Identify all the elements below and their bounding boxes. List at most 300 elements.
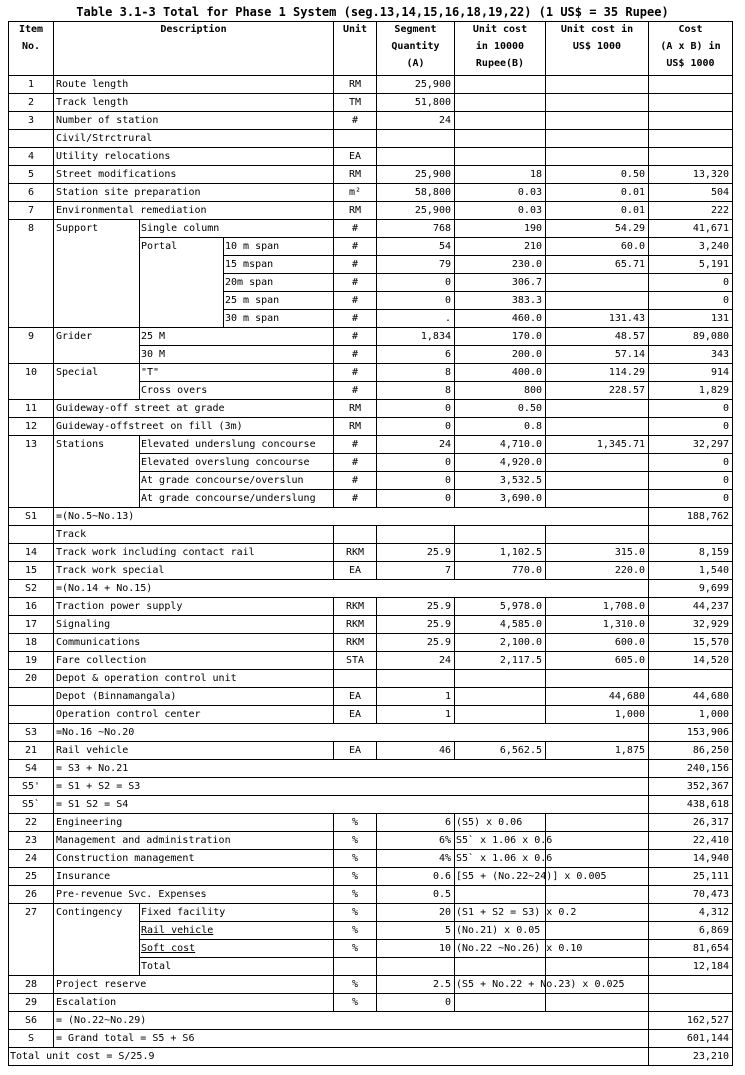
v-rule <box>223 309 224 328</box>
cost: 914 <box>710 367 729 378</box>
h-rule <box>8 975 733 976</box>
unit: STA <box>345 655 365 666</box>
cost: 240,156 <box>686 763 729 774</box>
quantity: 8 <box>444 367 451 378</box>
unit: # <box>351 457 359 468</box>
item-no: 27 <box>24 907 38 918</box>
v-rule <box>454 93 455 112</box>
unit: RM <box>348 79 362 90</box>
quantity: 1,834 <box>420 331 451 342</box>
description: = S1 S2 = S4 <box>56 799 129 810</box>
table-title: Table 3.1-3 Total for Phase 1 System (seg.13,14,15,16,18,19,22) (1 US$ = 35 Rupee) <box>76 5 669 19</box>
unit: % <box>351 853 359 864</box>
quantity: 6 <box>444 349 451 360</box>
v-rule <box>545 399 546 418</box>
h-rule <box>8 669 733 670</box>
unit-cost-usd: 220.0 <box>614 565 645 576</box>
unit-cost-rupee: 170.0 <box>511 331 542 342</box>
unit: # <box>351 331 359 342</box>
quantity: 1 <box>444 709 451 720</box>
v-rule <box>139 291 140 310</box>
v-rule <box>139 237 140 256</box>
v-rule <box>376 129 377 148</box>
cost: 0 <box>722 295 729 306</box>
unit-cost-usd: 48.57 <box>614 331 645 342</box>
description: Engineering <box>56 817 123 828</box>
v-rule <box>545 471 546 490</box>
h-rule <box>139 921 733 922</box>
v-rule <box>454 669 455 688</box>
cost: 44,237 <box>692 601 729 612</box>
quantity: 0 <box>444 997 451 1008</box>
h-rule <box>223 291 733 292</box>
cost: 188,762 <box>686 511 729 522</box>
cost: 41,671 <box>692 223 729 234</box>
quantity: 10 <box>438 943 451 954</box>
unit: EA <box>348 691 362 702</box>
unit-cost-rupee: 3,690.0 <box>499 493 542 504</box>
v-rule <box>454 867 455 886</box>
unit: % <box>351 871 359 882</box>
item-no: 18 <box>24 637 38 648</box>
quantity: 6 <box>444 817 451 828</box>
h-rule <box>139 381 733 382</box>
v-rule <box>139 471 140 490</box>
unit: # <box>351 223 359 234</box>
description: =(No.5~No.13) <box>56 511 135 522</box>
formula: (No.22 ~No.26) x 0.10 <box>456 943 583 954</box>
unit-cost-rupee: 210 <box>523 241 542 252</box>
description: Insurance <box>56 871 111 882</box>
v-rule <box>223 237 224 256</box>
unit-cost-rupee: 2,117.5 <box>499 655 542 666</box>
unit: RM <box>348 403 362 414</box>
unit-cost-usd: 1,310.0 <box>602 619 645 630</box>
v-rule <box>454 993 455 1012</box>
item-no: S5' <box>21 781 41 792</box>
quantity: 4% <box>438 853 451 864</box>
quantity: 0 <box>444 457 451 468</box>
v-rule <box>545 93 546 112</box>
cost: 601,144 <box>686 1033 729 1044</box>
header-item-no: No. <box>21 41 41 52</box>
item-no: 12 <box>24 421 38 432</box>
header-item-no: Item <box>18 24 44 35</box>
header-quantity: Segment <box>394 24 437 35</box>
description: Track work including contact rail <box>56 547 255 558</box>
formula: (S5) x 0.06 <box>456 817 523 828</box>
cost: 0 <box>722 421 729 432</box>
description: = (No.22~No.29) <box>56 1015 147 1026</box>
v-rule <box>376 147 377 166</box>
unit-cost-rupee: 190 <box>523 223 542 234</box>
item-no: 29 <box>24 997 38 1008</box>
cost: 89,080 <box>692 331 729 342</box>
description: Rail vehicle <box>56 745 129 756</box>
v-rule <box>454 885 455 904</box>
h-rule <box>8 849 733 850</box>
h-rule <box>139 939 733 940</box>
unit-cost-rupee: 4,920.0 <box>499 457 542 468</box>
item-no: 4 <box>27 151 35 162</box>
v-rule <box>139 255 140 274</box>
h-rule <box>8 561 733 562</box>
v-rule <box>139 453 140 472</box>
item-no: 5 <box>27 169 35 180</box>
v-rule <box>545 525 546 544</box>
h-rule <box>8 777 733 778</box>
unit-cost-rupee: 230.0 <box>511 259 542 270</box>
unit-cost-rupee: 0.8 <box>523 421 542 432</box>
h-rule <box>8 831 733 832</box>
unit-cost-rupee: 200.0 <box>511 349 542 360</box>
item-no: 19 <box>24 655 38 666</box>
quantity: 0 <box>444 277 451 288</box>
cost: 504 <box>710 187 729 198</box>
item-no: S4 <box>24 763 38 774</box>
unit: RKM <box>345 619 365 630</box>
v-rule <box>545 885 546 904</box>
unit: m² <box>348 187 362 198</box>
quantity: 54 <box>438 241 451 252</box>
unit-cost-rupee: 3,532.5 <box>499 475 542 486</box>
quantity: 58,800 <box>414 187 451 198</box>
unit-cost-rupee: 4,710.0 <box>499 439 542 450</box>
description: =No.16 ~No.20 <box>56 727 135 738</box>
v-rule <box>545 489 546 508</box>
v-rule <box>454 939 455 958</box>
description: Fare collection <box>56 655 147 666</box>
item-no: S3 <box>24 727 38 738</box>
span-description: 25 m span <box>225 295 280 306</box>
formula: (No.21) x 0.05 <box>456 925 541 936</box>
unit-cost-usd: 60.0 <box>620 241 645 252</box>
v-rule <box>139 903 140 922</box>
description: Depot & operation control unit <box>56 673 237 684</box>
v-rule <box>139 435 140 454</box>
quantity: . <box>444 313 451 324</box>
item-no: 10 <box>24 367 38 378</box>
cost: 6,869 <box>698 925 729 936</box>
sub-description: Single column <box>141 223 220 234</box>
header-quantity: Quantity <box>391 41 440 52</box>
cost: 26,317 <box>692 817 729 828</box>
cost: 0 <box>722 403 729 414</box>
v-rule <box>333 525 334 544</box>
unit-cost-rupee: 306.7 <box>511 277 542 288</box>
h-rule <box>8 21 733 22</box>
header-unit-cost-rupee: Unit cost <box>472 24 528 35</box>
formula: [S5 + (No.22~24)] x 0.005 <box>456 871 607 882</box>
v-rule <box>545 957 546 976</box>
item-no: 24 <box>24 853 38 864</box>
description: Escalation <box>56 997 117 1008</box>
unit: # <box>351 349 359 360</box>
unit-cost-usd: 57.14 <box>614 349 645 360</box>
cost: 81,654 <box>692 943 729 954</box>
header-unit: Unit <box>342 24 368 35</box>
header-cost: Cost <box>678 24 703 35</box>
v-rule <box>223 255 224 274</box>
h-rule <box>139 489 733 490</box>
quantity: 0.5 <box>432 889 451 900</box>
v-rule <box>139 219 140 238</box>
h-rule <box>223 255 733 256</box>
item-no: 20 <box>24 673 38 684</box>
unit-cost-rupee: 400.0 <box>511 367 542 378</box>
v-rule <box>139 309 140 328</box>
cost: 14,520 <box>692 655 729 666</box>
cost: 153,906 <box>686 727 729 738</box>
quantity: 2.5 <box>432 979 451 990</box>
h-rule <box>139 453 733 454</box>
description: Construction management <box>56 853 195 864</box>
unit: % <box>351 943 359 954</box>
item-no: 13 <box>24 439 38 450</box>
header-quantity: (A) <box>406 58 425 69</box>
v-rule <box>454 129 455 148</box>
header-description: Description <box>160 24 227 35</box>
v-rule <box>648 21 649 76</box>
cost: 1,829 <box>698 385 729 396</box>
unit: # <box>351 493 359 504</box>
total-unit-cost-value: 23,210 <box>692 1051 729 1062</box>
cost: 13,320 <box>692 169 729 180</box>
unit-cost-usd: 0.01 <box>620 187 645 198</box>
item-no: S1 <box>24 511 38 522</box>
h-rule <box>8 525 733 526</box>
item-no: 22 <box>24 817 38 828</box>
v-rule <box>545 291 546 310</box>
quantity: 24 <box>438 115 451 126</box>
v-rule <box>545 669 546 688</box>
formula: S5` x 1.06 x 0.6 <box>456 853 553 864</box>
v-rule <box>648 669 649 688</box>
unit: RM <box>348 421 362 432</box>
v-rule <box>139 363 140 382</box>
h-rule <box>8 723 733 724</box>
header-unit-cost-usd: US$ 1000 <box>572 41 622 52</box>
quantity: 20 <box>438 907 451 918</box>
unit: RKM <box>345 547 365 558</box>
quantity: 25,900 <box>414 205 451 216</box>
v-rule <box>545 75 546 94</box>
unit-cost-rupee: 1,102.5 <box>499 547 542 558</box>
unit-cost-rupee: 800 <box>523 385 542 396</box>
unit-cost-usd: 131.43 <box>608 313 645 324</box>
unit: # <box>351 439 359 450</box>
v-rule <box>648 147 649 166</box>
h-rule <box>8 363 733 364</box>
cost: 222 <box>710 205 729 216</box>
v-rule <box>454 903 455 922</box>
quantity: 5 <box>444 925 451 936</box>
unit: RKM <box>345 601 365 612</box>
formula: (S1 + S2 = S3) x 0.2 <box>456 907 577 918</box>
v-rule <box>333 129 334 148</box>
v-rule <box>376 957 377 976</box>
cost: 1,540 <box>698 565 729 576</box>
item-no: S2 <box>24 583 38 594</box>
item-no: 16 <box>24 601 38 612</box>
quantity: 0 <box>444 403 451 414</box>
description: Depot (Binnamangala) <box>56 691 177 702</box>
item-no: 1 <box>27 79 35 90</box>
description: Operation control center <box>56 709 201 720</box>
v-rule <box>454 21 455 76</box>
unit-cost-rupee: 770.0 <box>511 565 542 576</box>
v-rule <box>139 381 140 400</box>
cost: 343 <box>710 349 729 360</box>
h-rule <box>8 201 733 202</box>
unit: EA <box>348 565 362 576</box>
v-rule <box>454 687 455 706</box>
h-rule <box>223 273 733 274</box>
unit-cost-usd: 1,345.71 <box>596 439 645 450</box>
description: Track work special <box>56 565 165 576</box>
cost: 32,297 <box>692 439 729 450</box>
description: Communications <box>56 637 141 648</box>
v-rule <box>454 525 455 544</box>
h-rule <box>8 687 733 688</box>
cost: 0 <box>722 457 729 468</box>
cost: 32,929 <box>692 619 729 630</box>
description: Management and administration <box>56 835 231 846</box>
description: Route length <box>56 79 129 90</box>
unit: % <box>351 925 359 936</box>
item-no: 3 <box>27 115 35 126</box>
h-rule <box>8 147 733 148</box>
h-rule <box>8 597 733 598</box>
h-rule <box>8 435 733 436</box>
unit-cost-usd: 0.01 <box>620 205 645 216</box>
unit: TM <box>348 97 362 108</box>
description: Pre-revenue Svc. Expenses <box>56 889 207 900</box>
cost: 0 <box>722 493 729 504</box>
v-rule <box>53 21 54 1047</box>
h-rule <box>8 867 733 868</box>
cost: 352,367 <box>686 781 729 792</box>
v-rule <box>139 957 140 976</box>
v-rule <box>376 525 377 544</box>
v-rule <box>545 453 546 472</box>
h-rule <box>8 813 733 814</box>
unit-cost-usd: 65.71 <box>614 259 645 270</box>
description: = S3 + No.21 <box>56 763 129 774</box>
sub-description: At grade concourse/underslung <box>141 493 316 504</box>
unit: EA <box>348 745 362 756</box>
v-rule <box>454 75 455 94</box>
quantity: 0 <box>444 421 451 432</box>
unit-cost-usd: 44,680 <box>608 691 645 702</box>
sub-description: Cross overs <box>141 385 208 396</box>
h-rule <box>8 75 733 76</box>
unit: % <box>351 997 359 1008</box>
unit-cost-usd: 605.0 <box>614 655 645 666</box>
item-no: S6 <box>24 1015 38 1026</box>
item-no: 8 <box>27 223 35 234</box>
unit: # <box>351 277 359 288</box>
cost: 25,111 <box>692 871 729 882</box>
cost: 0 <box>722 277 729 288</box>
h-rule <box>8 741 733 742</box>
description: Track <box>56 529 87 540</box>
unit-cost-rupee: 5,978.0 <box>499 601 542 612</box>
v-rule <box>545 993 546 1012</box>
item-no: S5` <box>21 799 41 810</box>
v-rule <box>648 93 649 112</box>
h-rule <box>8 507 733 508</box>
description: Support <box>56 223 99 234</box>
unit-cost-rupee: 0.03 <box>517 205 542 216</box>
quantity: 25,900 <box>414 169 451 180</box>
description: Grider <box>56 331 93 342</box>
description: Stations <box>56 439 105 450</box>
unit: % <box>351 889 359 900</box>
cost: 86,250 <box>692 745 729 756</box>
unit: EA <box>348 709 362 720</box>
h-rule <box>8 705 733 706</box>
description: = S1 + S2 = S3 <box>56 781 141 792</box>
unit: % <box>351 979 359 990</box>
unit: % <box>351 817 359 828</box>
sub-description: Total <box>141 961 172 972</box>
v-rule <box>454 975 455 994</box>
description: Street modifications <box>56 169 177 180</box>
cost: 8,159 <box>698 547 729 558</box>
description: Environmental remediation <box>56 205 207 216</box>
cost: 5,191 <box>698 259 729 270</box>
h-rule <box>8 183 733 184</box>
quantity: 25,900 <box>414 79 451 90</box>
v-rule <box>545 273 546 292</box>
h-rule <box>8 417 733 418</box>
h-rule <box>8 795 733 796</box>
v-rule <box>454 111 455 130</box>
v-rule <box>648 75 649 94</box>
header-cost: (A x B) in <box>660 41 721 52</box>
cost: 22,410 <box>692 835 729 846</box>
v-rule <box>648 525 649 544</box>
v-rule <box>139 939 140 958</box>
item-no: 14 <box>24 547 38 558</box>
unit-cost-rupee: 2,100.0 <box>499 637 542 648</box>
span-description: 15 mspan <box>225 259 274 270</box>
unit: # <box>351 115 359 126</box>
cost-table <box>8 21 733 1067</box>
unit: EA <box>348 151 362 162</box>
h-rule <box>8 93 733 94</box>
unit-cost-rupee: 4,585.0 <box>499 619 542 630</box>
sub-description: Rail vehicle <box>141 925 214 936</box>
cost: 0 <box>722 475 729 486</box>
header-unit-cost-rupee: in 10000 <box>475 41 525 52</box>
h-rule <box>8 111 733 112</box>
v-rule <box>545 111 546 130</box>
v-rule <box>545 21 546 76</box>
unit: % <box>351 907 359 918</box>
v-rule <box>545 147 546 166</box>
description: Number of station <box>56 115 159 126</box>
cost: 70,473 <box>692 889 729 900</box>
v-rule <box>139 327 140 346</box>
sub-description: Soft cost <box>141 943 196 954</box>
description: =(No.14 + No.15) <box>56 583 153 594</box>
v-rule <box>139 273 140 292</box>
span-description: 20m span <box>225 277 274 288</box>
quantity: 25.9 <box>426 601 451 612</box>
v-rule <box>376 21 377 76</box>
